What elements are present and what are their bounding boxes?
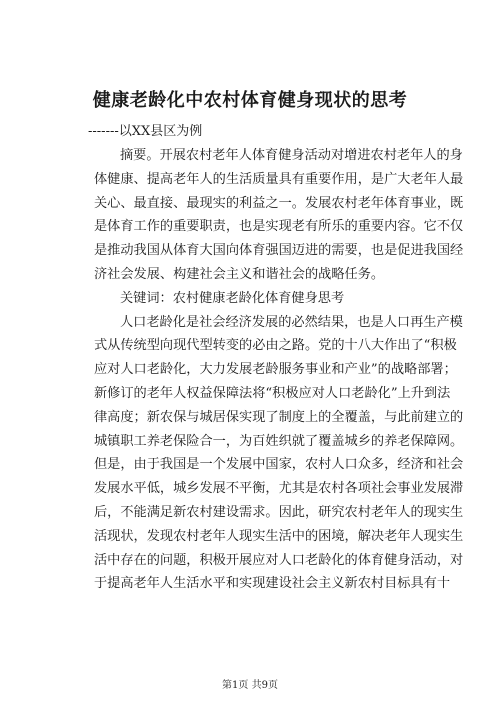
body-line: 活现状，发现农村老年人现实生活中的困境，解决老年人现实生 <box>94 528 464 544</box>
body-line: 摘要。开展农村老年人体育健身活动对增进农村老年人的身 <box>120 148 463 163</box>
body-line: 关键词：农村健康老龄化体育健身思考 <box>120 290 345 306</box>
document-title: 健康老龄化中农村体育健身现状的思考 <box>92 90 408 111</box>
body-line: 于提高老年人生活水平和实现建设社会主义新农村目标具有十 <box>94 576 451 592</box>
body-line: 人口老龄化是社会经济发展的必然结果，也是人口再生产模 <box>120 314 463 330</box>
body-line: 但是，由于我国是一个发展中国家，农村人口众多，经济和社会 <box>94 457 464 473</box>
body-line: 济社会发展、构建社会主义和谐社会的战略任务。 <box>94 266 385 282</box>
body-line: 后，不能满足新农村建设需求。因此，研究农村老年人的现实生 <box>94 504 464 520</box>
body-line: 发展水平低，城乡发展不平衡，尤其是农村各项社会事业发展滞 <box>94 481 464 497</box>
body-line: 新修订的老年人权益保障法将“积极应对人口老龄化”上升到法 <box>94 385 451 401</box>
body-line: 活中存在的问题，积极开展应对人口老龄化的体育健身活动，对 <box>94 552 464 568</box>
body-line: 关心、最直接、最现实的利益之一。发展农村老年体育事业，既 <box>94 195 464 211</box>
body-line: 应对人口老龄化，大力发展老龄服务事业和产业”的战略部署； <box>94 362 457 378</box>
document-subtitle: -------以XX县区为例 <box>88 124 203 139</box>
body-line: 城镇职工养老保险合一，为百姓织就了覆盖城乡的养老保障网。 <box>94 433 464 449</box>
body-line: 是体育工作的重要职责，也是实现老有所乐的重要内容。它不仅 <box>94 219 464 235</box>
body-line: 律高度；新农保与城居保实现了制度上的全覆盖，与此前建立的 <box>94 409 464 425</box>
document-body <box>94 144 464 596</box>
body-line: 体健康、提高老年人的生活质量具有重要作用，是广大老年人最 <box>94 171 464 187</box>
page-footer: 第1页 共9页 <box>222 680 278 691</box>
body-line: 是推动我国从体育大国向体育强国迈进的需要，也是促进我国经 <box>94 243 464 259</box>
body-line: 式从传统型向现代型转变的必由之路。党的十八大作出了“积极 <box>94 338 457 354</box>
